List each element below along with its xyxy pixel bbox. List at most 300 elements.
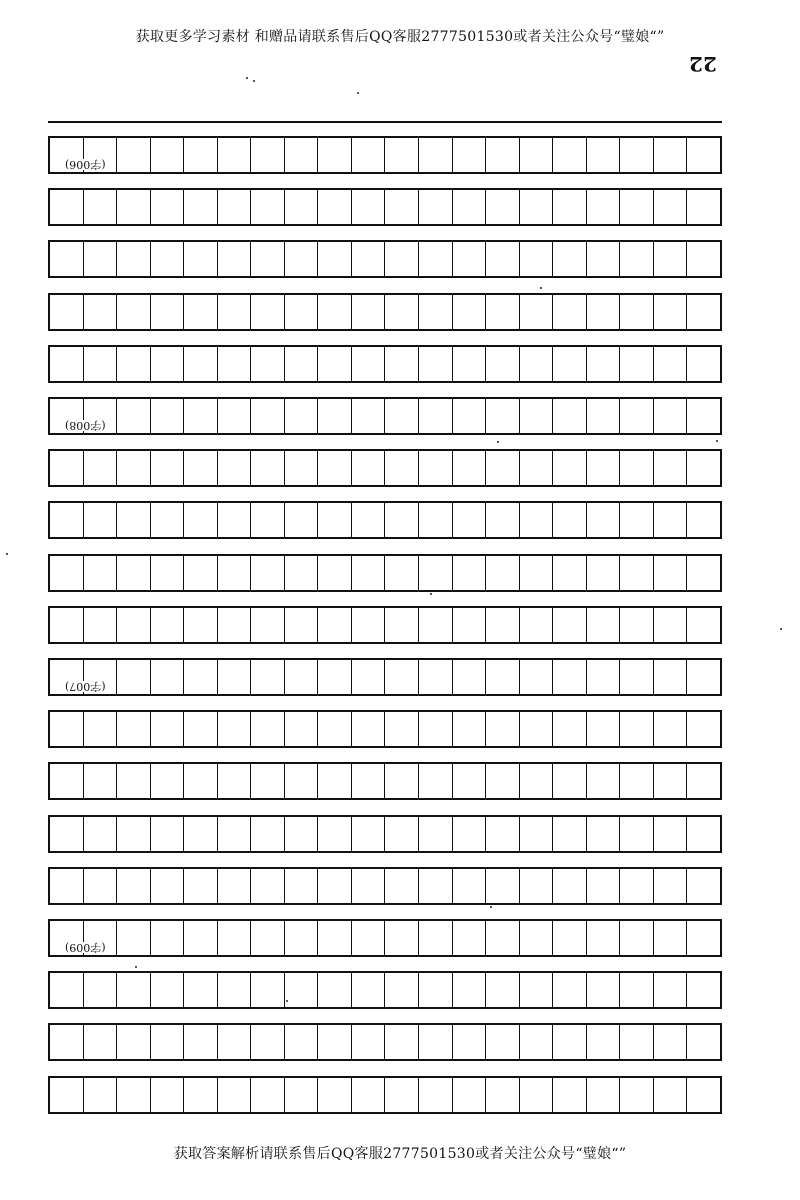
grid-cell <box>520 1025 554 1059</box>
scan-speck <box>253 80 255 82</box>
grid-cell <box>218 556 252 590</box>
grid-cell <box>553 764 587 798</box>
grid-cell <box>620 1078 654 1112</box>
grid-cell <box>453 764 487 798</box>
grid-row <box>48 293 722 331</box>
grid-cell <box>151 242 185 276</box>
grid-cell <box>117 190 151 224</box>
grid-cell <box>251 817 285 851</box>
grid-cell <box>50 608 84 642</box>
grid-cell <box>687 869 720 903</box>
grid-cell <box>117 295 151 329</box>
grid-cell <box>151 712 185 746</box>
grid-row <box>48 606 722 644</box>
grid-cell <box>218 660 252 694</box>
grid-cell <box>553 295 587 329</box>
grid-cell <box>553 1078 587 1112</box>
grid-cell <box>84 1025 118 1059</box>
grid-cell <box>50 295 84 329</box>
grid-cell <box>84 503 118 537</box>
grid-cell <box>654 608 688 642</box>
grid-cell <box>587 295 621 329</box>
grid-cell <box>654 1078 688 1112</box>
grid-cell <box>251 921 285 955</box>
grid-cell <box>218 973 252 1007</box>
grid-cell <box>352 503 386 537</box>
grid-cell <box>620 712 654 746</box>
grid-cell <box>486 973 520 1007</box>
grid-cell <box>687 764 720 798</box>
grid-cell <box>553 608 587 642</box>
grid-cell <box>184 973 218 1007</box>
grid-cell <box>218 1025 252 1059</box>
grid-cell <box>687 921 720 955</box>
grid-cell <box>520 764 554 798</box>
grid-cell <box>620 764 654 798</box>
grid-cell <box>486 190 520 224</box>
grid-cell <box>50 869 84 903</box>
grid-cell <box>654 347 688 381</box>
grid-cell <box>520 295 554 329</box>
grid-cell <box>419 973 453 1007</box>
grid-cell <box>620 817 654 851</box>
grid-cell <box>486 921 520 955</box>
grid-cell <box>251 295 285 329</box>
grid-cell <box>486 242 520 276</box>
grid-cell <box>251 764 285 798</box>
scan-speck <box>357 92 359 94</box>
grid-cell <box>151 295 185 329</box>
grid-cell <box>84 190 118 224</box>
grid-cell <box>654 242 688 276</box>
grid-cell <box>419 712 453 746</box>
grid-cell <box>318 1078 352 1112</box>
grid-cell <box>553 973 587 1007</box>
grid-cell <box>50 556 84 590</box>
grid-cell <box>151 1025 185 1059</box>
grid-cell <box>218 608 252 642</box>
grid-row <box>48 867 722 905</box>
grid-cell <box>453 503 487 537</box>
grid-cell <box>620 503 654 537</box>
grid-cell <box>453 295 487 329</box>
grid-cell <box>385 1078 419 1112</box>
grid-cell <box>352 399 386 433</box>
grid-cell <box>352 973 386 1007</box>
grid-cell <box>184 608 218 642</box>
grid-cell <box>687 1078 720 1112</box>
grid-cell <box>318 921 352 955</box>
grid-cell <box>453 869 487 903</box>
grid-cell <box>587 451 621 485</box>
grid-cell <box>520 608 554 642</box>
grid-cell <box>419 556 453 590</box>
grid-cell <box>419 1025 453 1059</box>
grid-cell <box>352 660 386 694</box>
grid-cell <box>654 451 688 485</box>
grid-cell <box>687 190 720 224</box>
grid-cell <box>285 712 319 746</box>
grid-cell <box>385 556 419 590</box>
grid-cell <box>151 503 185 537</box>
grid-cell <box>251 451 285 485</box>
grid-cell <box>587 556 621 590</box>
grid-cell <box>385 973 419 1007</box>
grid-cell <box>654 764 688 798</box>
grid-cell <box>151 451 185 485</box>
grid-cell <box>520 503 554 537</box>
grid-cell <box>218 503 252 537</box>
grid-row <box>48 136 722 174</box>
grid-cell <box>50 503 84 537</box>
grid-row <box>48 397 722 435</box>
grid-cell <box>352 138 386 172</box>
grid-cell <box>654 190 688 224</box>
grid-cell <box>620 347 654 381</box>
grid-cell <box>520 817 554 851</box>
word-count-label: (字007) <box>65 680 106 693</box>
grid-cell <box>687 347 720 381</box>
grid-cell <box>453 347 487 381</box>
grid-cell <box>285 190 319 224</box>
grid-cell <box>84 973 118 1007</box>
grid-cell <box>218 190 252 224</box>
grid-cell <box>486 817 520 851</box>
grid-cell <box>352 712 386 746</box>
grid-cell <box>84 451 118 485</box>
grid-cell <box>419 921 453 955</box>
grid-cell <box>654 817 688 851</box>
grid-cell <box>251 347 285 381</box>
grid-cell <box>587 347 621 381</box>
grid-cell <box>117 451 151 485</box>
grid-cell <box>587 817 621 851</box>
grid-cell <box>453 138 487 172</box>
grid-cell <box>318 295 352 329</box>
grid-cell <box>251 1025 285 1059</box>
grid-cell <box>352 1078 386 1112</box>
grid-cell <box>251 503 285 537</box>
grid-cell <box>218 764 252 798</box>
grid-cell <box>419 660 453 694</box>
grid-cell <box>587 921 621 955</box>
grid-cell <box>184 817 218 851</box>
grid-cell <box>385 608 419 642</box>
grid-cell <box>587 712 621 746</box>
grid-cell <box>687 451 720 485</box>
word-count-label: (字006) <box>65 158 106 171</box>
grid-cell <box>218 712 252 746</box>
grid-cell <box>453 712 487 746</box>
grid-cell <box>218 817 252 851</box>
scan-speck <box>286 1000 288 1002</box>
grid-cell <box>285 347 319 381</box>
grid-cell <box>184 1025 218 1059</box>
grid-cell <box>587 242 621 276</box>
grid-cell <box>184 556 218 590</box>
grid-row <box>48 345 722 383</box>
grid-cell <box>553 138 587 172</box>
grid-cell <box>218 347 252 381</box>
grid-cell <box>620 1025 654 1059</box>
grid-cell <box>117 138 151 172</box>
grid-cell <box>184 921 218 955</box>
grid-row <box>48 1076 722 1114</box>
grid-cell <box>654 399 688 433</box>
grid-cell <box>385 817 419 851</box>
grid-cell <box>218 451 252 485</box>
grid-cell <box>184 451 218 485</box>
grid-cell <box>318 242 352 276</box>
grid-cell <box>687 712 720 746</box>
grid-cell <box>486 556 520 590</box>
grid-cell <box>419 347 453 381</box>
grid-cell <box>419 190 453 224</box>
grid-cell <box>419 295 453 329</box>
scan-speck <box>540 287 542 289</box>
grid-cell <box>50 817 84 851</box>
grid-row <box>48 188 722 226</box>
grid-cell <box>84 242 118 276</box>
grid-cell <box>419 869 453 903</box>
grid-cell <box>184 503 218 537</box>
grid-cell <box>553 921 587 955</box>
grid-cell <box>50 1025 84 1059</box>
grid-cell <box>218 138 252 172</box>
grid-cell <box>151 764 185 798</box>
grid-cell <box>285 921 319 955</box>
grid-cell <box>687 503 720 537</box>
grid-cell <box>553 399 587 433</box>
grid-cell <box>486 295 520 329</box>
grid-cell <box>184 764 218 798</box>
grid-cell <box>654 973 688 1007</box>
grid-cell <box>620 451 654 485</box>
scan-speck <box>430 593 432 595</box>
grid-cell <box>419 399 453 433</box>
grid-cell <box>50 764 84 798</box>
grid-cell <box>352 764 386 798</box>
grid-cell <box>285 869 319 903</box>
grid-cell <box>687 660 720 694</box>
grid-cell <box>385 347 419 381</box>
grid-cell <box>285 138 319 172</box>
scan-speck <box>780 628 782 630</box>
grid-cell <box>285 1025 319 1059</box>
grid-cell <box>184 242 218 276</box>
grid-cell <box>50 451 84 485</box>
grid-cell <box>453 973 487 1007</box>
grid-cell <box>520 556 554 590</box>
grid-cell <box>184 190 218 224</box>
grid-cell <box>117 399 151 433</box>
grid-cell <box>620 242 654 276</box>
grid-cell <box>654 503 688 537</box>
grid-cell <box>385 295 419 329</box>
grid-cell <box>151 1078 185 1112</box>
grid-cell <box>151 869 185 903</box>
grid-cell <box>587 399 621 433</box>
grid-cell <box>352 347 386 381</box>
grid-cell <box>486 608 520 642</box>
grid-cell <box>453 921 487 955</box>
grid-cell <box>318 1025 352 1059</box>
grid-cell <box>117 921 151 955</box>
grid-cell <box>419 242 453 276</box>
header-text: 获取更多学习素材 和赠品请联系售后QQ客服2777501530或者关注公众号“璧娘“” <box>135 29 665 45</box>
grid-cell <box>352 556 386 590</box>
grid-cell <box>419 764 453 798</box>
grid-cell <box>553 556 587 590</box>
grid-cell <box>151 660 185 694</box>
grid-cell <box>385 764 419 798</box>
grid-cell <box>251 869 285 903</box>
grid-cell <box>352 242 386 276</box>
grid-cell <box>486 399 520 433</box>
grid-cell <box>453 399 487 433</box>
grid-cell <box>453 190 487 224</box>
grid-cell <box>385 399 419 433</box>
grid-cell <box>520 190 554 224</box>
grid-cell <box>419 608 453 642</box>
grid-cell <box>520 869 554 903</box>
grid-cell <box>486 712 520 746</box>
grid-row <box>48 971 722 1009</box>
grid-cell <box>50 347 84 381</box>
grid-cell <box>318 973 352 1007</box>
grid-cell <box>251 190 285 224</box>
grid-cell <box>251 138 285 172</box>
grid-row <box>48 815 722 853</box>
grid-cell <box>553 347 587 381</box>
page-number: 22 <box>689 52 717 76</box>
grid-cell <box>151 817 185 851</box>
grid-cell <box>553 660 587 694</box>
grid-row <box>48 449 722 487</box>
grid-cell <box>453 1025 487 1059</box>
grid-cell <box>385 712 419 746</box>
word-count-label: (字008) <box>65 419 106 432</box>
grid-cell <box>553 869 587 903</box>
grid-cell <box>251 242 285 276</box>
grid-cell <box>419 138 453 172</box>
grid-cell <box>84 764 118 798</box>
grid-cell <box>620 660 654 694</box>
grid-cell <box>385 921 419 955</box>
grid-cell <box>151 973 185 1007</box>
grid-cell <box>453 242 487 276</box>
grid-cell <box>587 608 621 642</box>
grid-cell <box>520 347 554 381</box>
grid-cell <box>587 138 621 172</box>
grid-cell <box>587 869 621 903</box>
word-count-label: (字009) <box>65 941 106 954</box>
grid-cell <box>318 817 352 851</box>
grid-cell <box>285 660 319 694</box>
grid-cell <box>453 660 487 694</box>
grid-cell <box>285 556 319 590</box>
grid-cell <box>184 712 218 746</box>
grid-cell <box>184 138 218 172</box>
grid-cell <box>587 503 621 537</box>
grid-cell <box>654 556 688 590</box>
grid-row <box>48 1023 722 1061</box>
grid-cell <box>117 869 151 903</box>
grid-cell <box>486 764 520 798</box>
grid-cell <box>553 817 587 851</box>
grid-cell <box>318 556 352 590</box>
footer-text: 获取答案解析请联系售后QQ客服2777501530或者关注公众号“璧娘“” <box>173 1146 627 1162</box>
grid-row <box>48 501 722 539</box>
grid-cell <box>486 347 520 381</box>
grid-cell <box>352 608 386 642</box>
grid-cell <box>318 190 352 224</box>
grid-cell <box>84 347 118 381</box>
grid-cell <box>117 242 151 276</box>
grid-cell <box>553 712 587 746</box>
grid-cell <box>84 712 118 746</box>
grid-cell <box>687 399 720 433</box>
grid-cell <box>654 1025 688 1059</box>
grid-cell <box>385 451 419 485</box>
grid-cell <box>620 138 654 172</box>
grid-cell <box>687 1025 720 1059</box>
grid-cell <box>184 295 218 329</box>
scan-speck <box>497 441 499 443</box>
grid-cell <box>486 869 520 903</box>
grid-cell <box>117 503 151 537</box>
grid-cell <box>251 556 285 590</box>
grid-cell <box>654 921 688 955</box>
grid-cell <box>285 503 319 537</box>
grid-cell <box>620 190 654 224</box>
grid-row <box>48 240 722 278</box>
grid-cell <box>620 973 654 1007</box>
grid-cell <box>50 242 84 276</box>
grid-cell <box>620 556 654 590</box>
grid-cell <box>117 973 151 1007</box>
scan-speck <box>716 440 718 442</box>
grid-cell <box>553 503 587 537</box>
grid-cell <box>318 869 352 903</box>
grid-cell <box>587 764 621 798</box>
grid-cell <box>184 347 218 381</box>
grid-cell <box>385 1025 419 1059</box>
grid-cell <box>520 973 554 1007</box>
grid-cell <box>520 399 554 433</box>
grid-cell <box>654 712 688 746</box>
scan-speck <box>246 77 248 79</box>
grid-cell <box>352 817 386 851</box>
grid-cell <box>151 347 185 381</box>
grid-cell <box>251 660 285 694</box>
grid-cell <box>285 764 319 798</box>
grid-cell <box>687 138 720 172</box>
grid-cell <box>218 242 252 276</box>
grid-cell <box>587 190 621 224</box>
grid-cell <box>687 242 720 276</box>
grid-cell <box>654 660 688 694</box>
grid-cell <box>385 869 419 903</box>
grid-cell <box>218 921 252 955</box>
grid-cell <box>587 1078 621 1112</box>
grid-cell <box>84 295 118 329</box>
grid-cell <box>385 242 419 276</box>
scan-speck <box>6 553 8 555</box>
grid-row <box>48 762 722 800</box>
grid-cell <box>654 869 688 903</box>
grid-cell <box>117 556 151 590</box>
